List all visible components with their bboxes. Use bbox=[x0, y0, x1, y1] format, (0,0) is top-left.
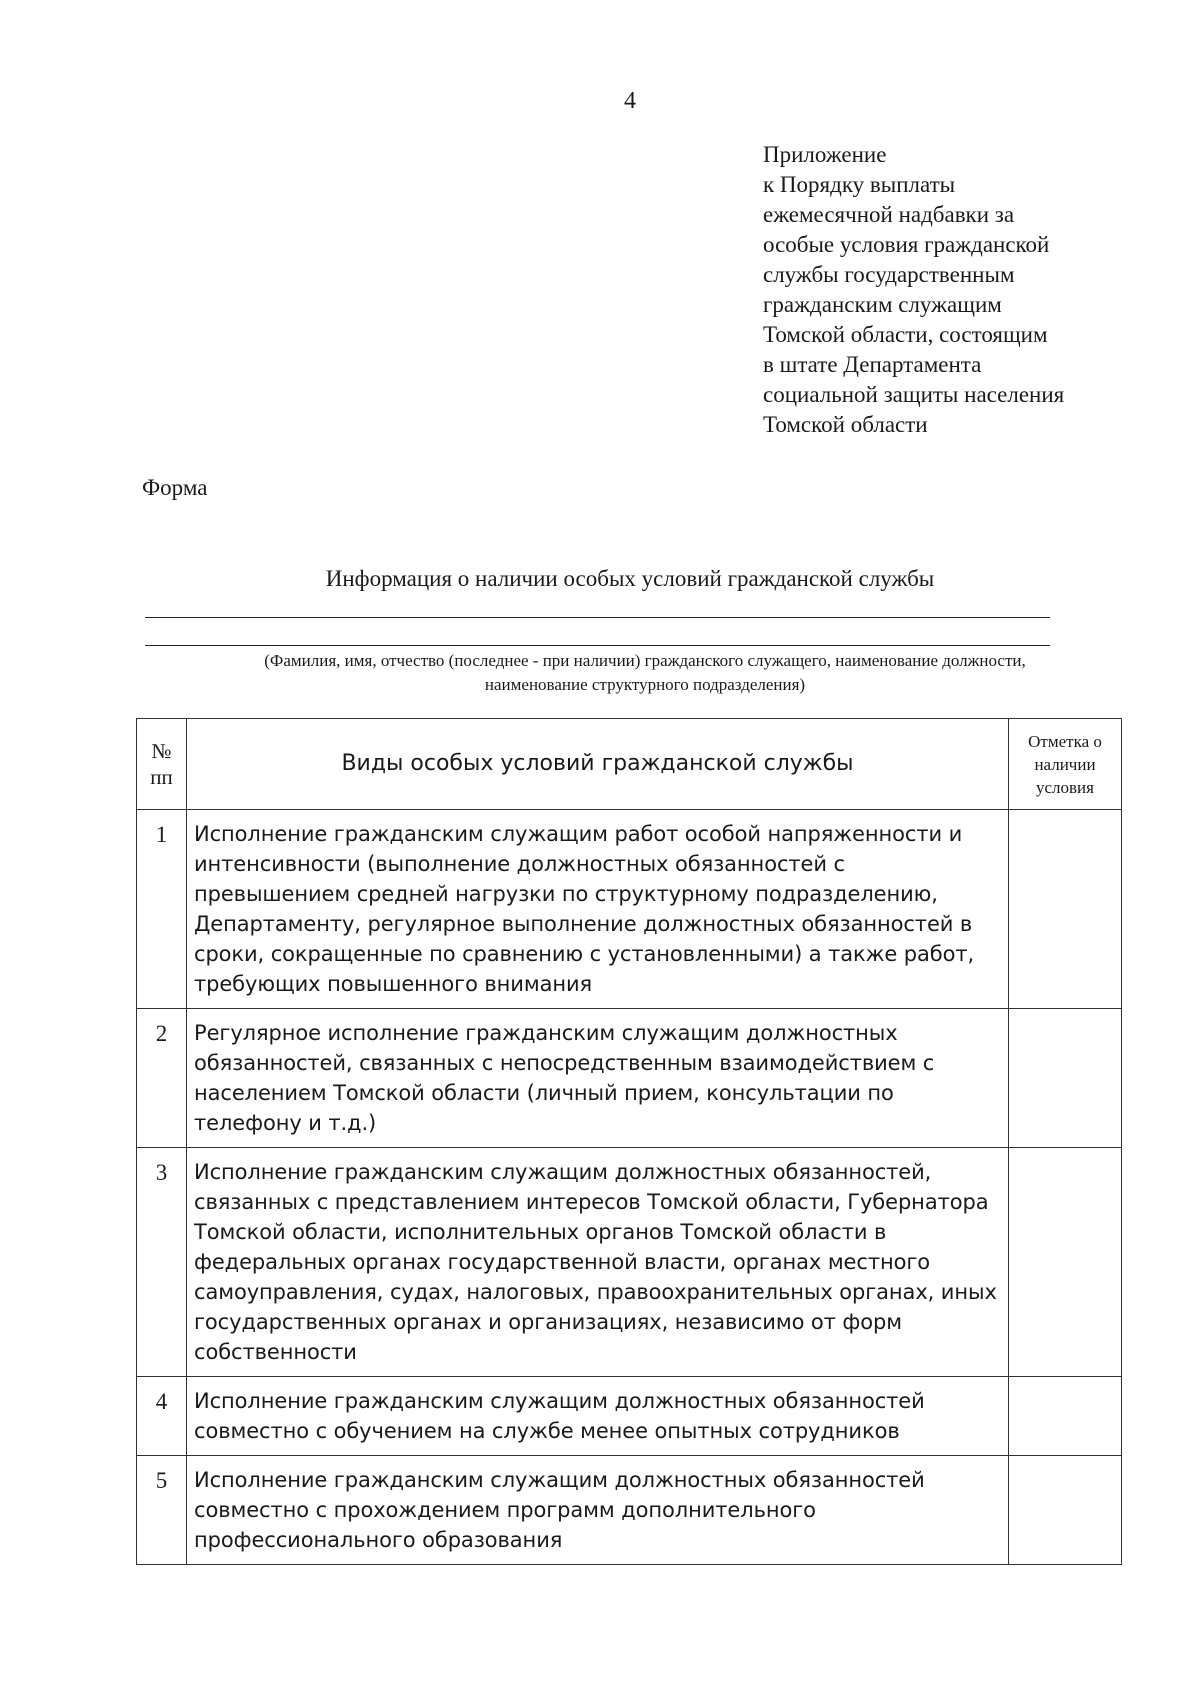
page-number: 4 bbox=[624, 88, 636, 114]
position-fill-line bbox=[145, 645, 1050, 646]
appendix-block bbox=[763, 140, 1183, 440]
condition-line: интенсивности (выполнение должностных обязанностей с bbox=[194, 852, 845, 876]
appendix-line: Томской области bbox=[763, 412, 928, 437]
table-row bbox=[137, 810, 1122, 1009]
row-number: 5 bbox=[137, 1456, 187, 1565]
header-title-cell: Виды особых условий гражданской службы bbox=[187, 719, 1009, 810]
condition-line: сроки, сокращенные по сравнению с установленными) а также работ, bbox=[194, 942, 975, 966]
caption-line: (Фамилия, имя, отчество (последнее - при наличии) гражданского служащего, наименование должности, bbox=[264, 651, 1026, 670]
row-number: 2 bbox=[137, 1009, 187, 1148]
appendix-line: к Порядку выплаты bbox=[763, 172, 956, 197]
condition-line: Регулярное исполнение гражданским служащим должностных bbox=[194, 1021, 898, 1045]
appendix-line: в штате Департамента bbox=[763, 352, 982, 377]
condition-line: федеральных органах государственной власти, органах местного bbox=[194, 1250, 931, 1274]
row-condition-text bbox=[187, 1456, 1009, 1565]
condition-line: Исполнение гражданским служащим должностных обязанностей bbox=[194, 1468, 925, 1492]
row-mark-cell[interactable] bbox=[1009, 1377, 1122, 1456]
conditions-table bbox=[136, 718, 1122, 1565]
appendix-line: ежемесячной надбавки за bbox=[763, 202, 1015, 227]
row-condition-text bbox=[187, 1009, 1009, 1148]
appendix-line: службы государственным bbox=[763, 262, 1015, 287]
table-row bbox=[137, 1148, 1122, 1377]
condition-line: населением Томской области (личный прием, консультации по bbox=[194, 1081, 894, 1105]
header-mark-line: Отметка о bbox=[1028, 731, 1102, 751]
table-row bbox=[137, 1009, 1122, 1148]
row-number: 4 bbox=[137, 1377, 187, 1456]
condition-line: Исполнение гражданским служащим должностных обязанностей, bbox=[194, 1160, 932, 1184]
form-label: Форма bbox=[142, 475, 208, 500]
row-mark-cell[interactable] bbox=[1009, 810, 1122, 1009]
table-header-row bbox=[137, 719, 1122, 810]
appendix-line: особые условия гражданской bbox=[763, 232, 1050, 257]
appendix-line: Томской области, состоящим bbox=[763, 322, 1048, 347]
row-number: 3 bbox=[137, 1148, 187, 1377]
table-row bbox=[137, 1456, 1122, 1565]
header-mark-line: условия bbox=[1036, 777, 1094, 797]
condition-line: превышением средней нагрузки по структурному подразделению, bbox=[194, 882, 938, 906]
name-fill-line bbox=[145, 617, 1050, 618]
condition-line: связанных с представлением интересов Томской области, Губернатора bbox=[194, 1190, 989, 1214]
condition-line: совместно с прохождением программ дополнительного bbox=[194, 1498, 816, 1522]
header-number-line: № bbox=[151, 739, 172, 763]
header-mark-line: наличии bbox=[1034, 754, 1096, 774]
appendix-line: Приложение bbox=[763, 142, 887, 167]
condition-line: совместно с обучением на службе менее опытных сотрудников bbox=[194, 1419, 900, 1443]
condition-line: телефону и т.д.) bbox=[194, 1111, 377, 1135]
row-condition-text bbox=[187, 1148, 1009, 1377]
condition-line: требующих повышенного внимания bbox=[194, 972, 593, 996]
condition-line: Исполнение гражданским служащим должностных обязанностей bbox=[194, 1389, 925, 1413]
row-number: 1 bbox=[137, 810, 187, 1009]
header-number-line: пп bbox=[150, 765, 173, 789]
condition-line: самоуправления, судах, налоговых, правоохранительных органах, иных bbox=[194, 1280, 997, 1304]
condition-line: Томской области, исполнительных органов Томской области в bbox=[194, 1220, 887, 1244]
caption-line: наименование структурного подразделения) bbox=[484, 675, 806, 694]
row-mark-cell[interactable] bbox=[1009, 1456, 1122, 1565]
header-mark-cell bbox=[1009, 719, 1122, 810]
row-condition-text bbox=[187, 810, 1009, 1009]
row-mark-cell[interactable] bbox=[1009, 1009, 1122, 1148]
condition-line: государственных органах и организациях, независимо от форм bbox=[194, 1310, 902, 1334]
row-condition-text bbox=[187, 1377, 1009, 1456]
document-title: Информация о наличии особых условий гражданской службы bbox=[325, 566, 935, 591]
condition-line: Исполнение гражданским служащим работ особой напряженности и bbox=[194, 822, 963, 846]
fill-line-caption bbox=[145, 649, 1145, 697]
condition-line: обязанностей, связанных с непосредственным взаимодействием с bbox=[194, 1051, 935, 1075]
table-row bbox=[137, 1377, 1122, 1456]
condition-line: профессионального образования bbox=[194, 1528, 563, 1552]
appendix-line: гражданским служащим bbox=[763, 292, 1002, 317]
row-mark-cell[interactable] bbox=[1009, 1148, 1122, 1377]
condition-line: собственности bbox=[194, 1340, 357, 1364]
appendix-line: социальной защиты населения bbox=[763, 382, 1065, 407]
condition-line: Департаменту, регулярное выполнение должностных обязанностей в bbox=[194, 912, 973, 936]
header-number-cell bbox=[137, 719, 187, 810]
